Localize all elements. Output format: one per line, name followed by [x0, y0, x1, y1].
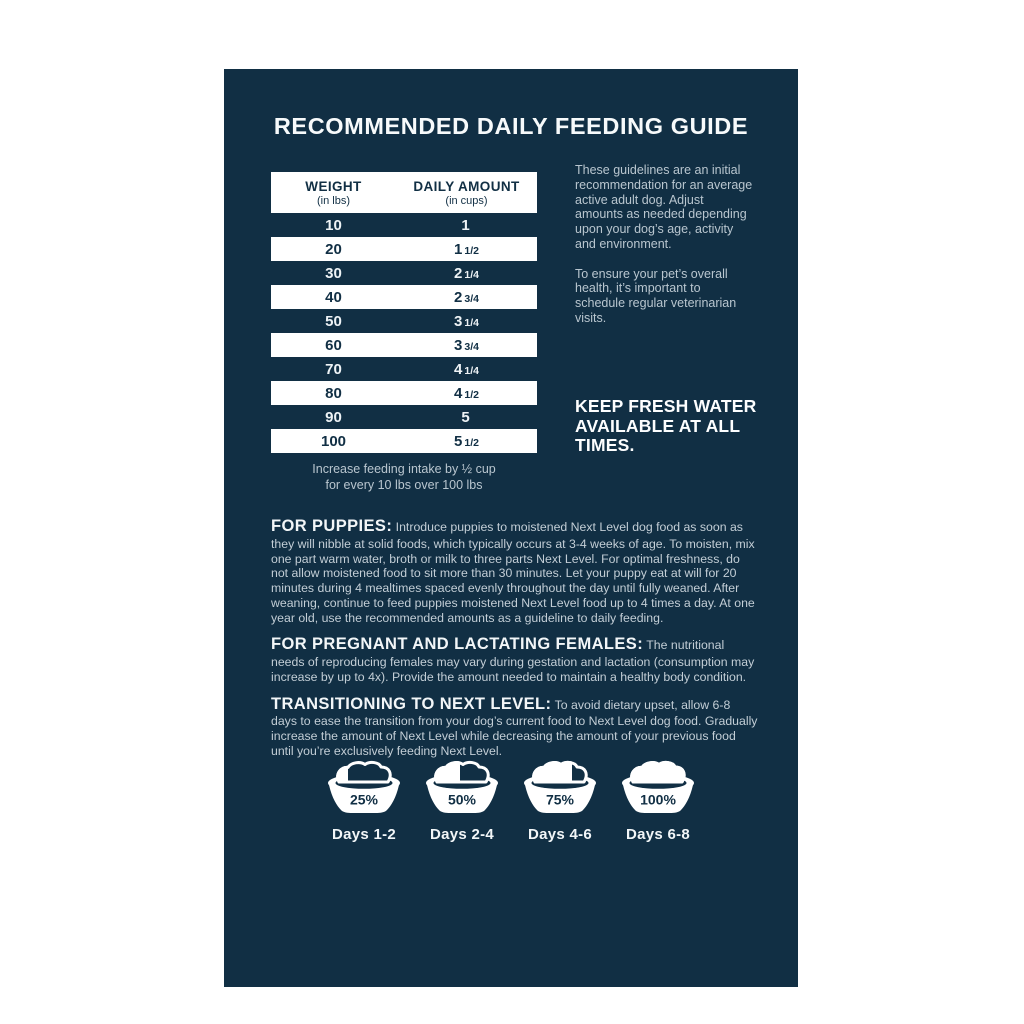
weight-value: 30	[325, 264, 342, 282]
amount-value	[396, 433, 537, 450]
amount-fraction: 1/2	[464, 436, 479, 449]
section-puppies-heading: FOR PUPPIES:	[271, 517, 393, 535]
transition-step	[616, 759, 700, 843]
section-transitioning	[271, 695, 758, 759]
table-row	[271, 357, 537, 381]
amount-fraction: 1/4	[464, 364, 479, 377]
weight-value: 60	[325, 336, 342, 354]
amount-fraction: 3/4	[464, 340, 479, 353]
amount-whole: 5	[454, 432, 463, 450]
transition-step	[518, 759, 602, 843]
feeding-table	[271, 172, 537, 453]
table-row	[271, 213, 537, 237]
amount-value	[396, 313, 537, 330]
weight-value: 70	[325, 360, 342, 378]
dog-bowl-icon	[616, 759, 700, 817]
amount-fraction: 1/2	[464, 244, 479, 257]
amount-value	[396, 385, 537, 402]
info-sections	[271, 517, 758, 769]
amount-whole: 2	[454, 288, 463, 306]
weight-value: 20	[325, 240, 342, 258]
amount-column-unit: (in cups)	[445, 194, 488, 207]
amount-value	[396, 337, 537, 354]
weight-value: 80	[325, 384, 342, 402]
bowl-percent-label: 50%	[447, 791, 477, 808]
transition-step	[322, 759, 406, 843]
amount-fraction: 3/4	[464, 292, 479, 305]
table-row	[271, 333, 537, 357]
footnote-line-1: Increase feeding intake by ½ cup	[312, 462, 496, 476]
amount-column-label: DAILY AMOUNT	[413, 178, 520, 194]
feeding-guide-panel	[224, 69, 798, 987]
footnote-line-2: for every 10 lbs over 100 lbs	[325, 478, 483, 493]
dog-bowl-icon	[420, 759, 504, 817]
vet-visits-paragraph: To ensure your pet’s overall health, it’s important to schedule regular veterinarian visits.	[575, 266, 737, 325]
section-pregnant-body: The nutritional needs of reproducing females may vary during gestation and lactation (consumption may increase by up to 4x). Provide the amount needed to maintain a healthy body condition.	[271, 638, 755, 684]
amount-whole: 4	[454, 360, 463, 378]
transition-days-label: Days 4-6	[527, 826, 593, 843]
weight-value: 90	[325, 408, 342, 426]
transition-step	[420, 759, 504, 843]
amount-whole: 4	[454, 384, 463, 402]
table-row	[271, 309, 537, 333]
amount-value	[396, 241, 537, 258]
guidelines-note	[575, 163, 753, 341]
section-puppies-body: Introduce puppies to moistened Next Level dog food as soon as they will nibble at solid foods, which typically occurs at 3-4 weeks of age. To moisten, mix one part warm water, broth or milk to three parts Next Level. For optimal freshness, do not allow moistened food to sit more than 30 minutes. Let your puppy eat at will for 20 minutes during 4 mealtimes spaced evenly throughout the day until fully weaned. After weaning, continue to feed puppies moistened Next Level food up to 4 times a day. At one year old, use the recommended amounts as a guideline to daily feeding.	[271, 520, 755, 625]
bowl-percent-label: 100%	[640, 791, 676, 808]
table-row	[271, 261, 537, 285]
bowl-percent-label: 75%	[545, 791, 575, 808]
amount-whole: 2	[454, 264, 463, 282]
kibble-mound-fill	[632, 762, 684, 782]
amount-value	[396, 361, 537, 378]
dog-bowl-icon	[518, 759, 602, 817]
fresh-water-callout: KEEP FRESH WATER AVAILABLE AT ALL TIMES.	[575, 396, 757, 456]
feeding-table-header	[271, 172, 537, 213]
section-puppies	[271, 517, 758, 625]
dog-bowl-icon	[322, 759, 406, 817]
amount-whole: 3	[454, 312, 463, 330]
amount-fraction: 1/2	[464, 388, 479, 401]
table-row	[271, 429, 537, 453]
weight-value: 50	[325, 312, 342, 330]
amount-fraction: 1/4	[464, 316, 479, 329]
weight-column-label: WEIGHT	[305, 178, 362, 194]
table-row	[271, 285, 537, 309]
amount-fraction: 1/4	[464, 268, 479, 281]
amount-value	[396, 265, 537, 282]
transition-days-label: Days 2-4	[429, 826, 495, 843]
amount-whole: 3	[454, 336, 463, 354]
section-pregnant-heading: FOR PREGNANT AND LACTATING FEMALES:	[271, 635, 644, 654]
transition-days-label: Days 1-2	[331, 826, 397, 843]
amount-value	[396, 409, 537, 426]
amount-whole: 1	[461, 216, 470, 234]
guidelines-paragraph: These guidelines are an initial recommendation for an average active adult dog. Adjust amounts as needed depending upon your dog’s age, activity and environment.	[575, 163, 753, 251]
weight-column-unit: (in lbs)	[317, 194, 351, 207]
table-row	[271, 237, 537, 261]
table-footnote	[271, 461, 537, 494]
table-row	[271, 381, 537, 405]
amount-value	[396, 217, 537, 234]
weight-value: 40	[325, 288, 342, 306]
section-transitioning-heading: TRANSITIONING TO NEXT LEVEL:	[271, 694, 552, 713]
weight-value: 10	[325, 216, 342, 234]
table-row	[271, 405, 537, 429]
column-header-daily-amount	[396, 179, 537, 207]
transition-steps	[224, 759, 798, 843]
amount-whole: 1	[454, 240, 463, 258]
amount-value	[396, 289, 537, 306]
section-pregnant-lactating	[271, 635, 758, 684]
page-title: RECOMMENDED DAILY FEEDING GUIDE	[273, 113, 749, 139]
section-transitioning-body: To avoid dietary upset, allow 6-8 days to ease the transition from your dog’s current food to Next Level dog food. Gradually increase the amount of Next Level while decreasing the amount of your previous food until you’re exclusively feeding Next Level.	[271, 697, 758, 758]
feeding-table-body	[271, 213, 537, 453]
column-header-weight	[271, 179, 396, 207]
amount-whole: 5	[461, 408, 470, 426]
transition-days-label: Days 6-8	[625, 826, 691, 843]
bowl-percent-label: 25%	[349, 791, 379, 808]
weight-value: 100	[320, 432, 347, 450]
